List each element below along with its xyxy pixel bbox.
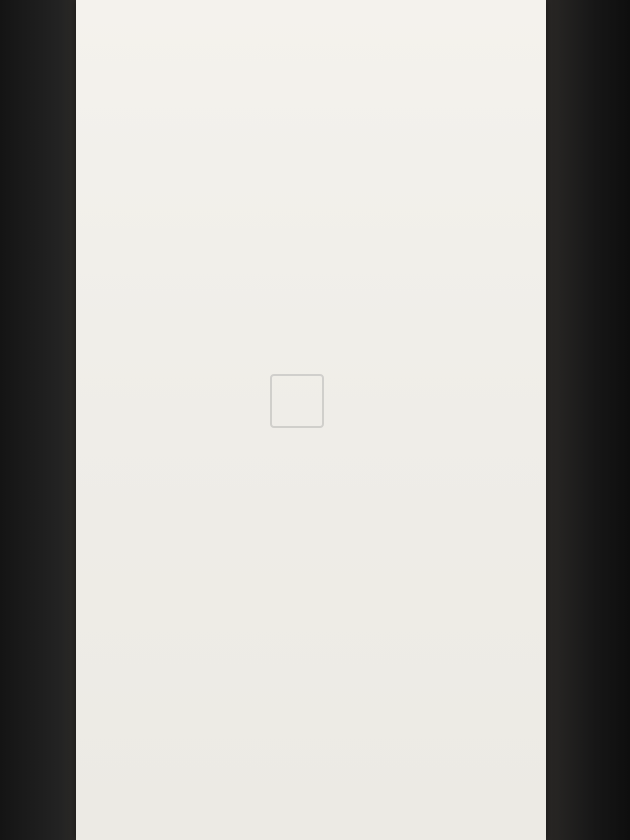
watermark-book-icon: [270, 374, 324, 428]
part3-heading: [106, 70, 538, 88]
book-page: [76, 0, 546, 840]
background-right: [546, 0, 630, 840]
part4-heading: [106, 115, 538, 133]
background-left: [0, 0, 76, 840]
table-of-contents: [106, 44, 538, 133]
watermark: [270, 368, 490, 438]
